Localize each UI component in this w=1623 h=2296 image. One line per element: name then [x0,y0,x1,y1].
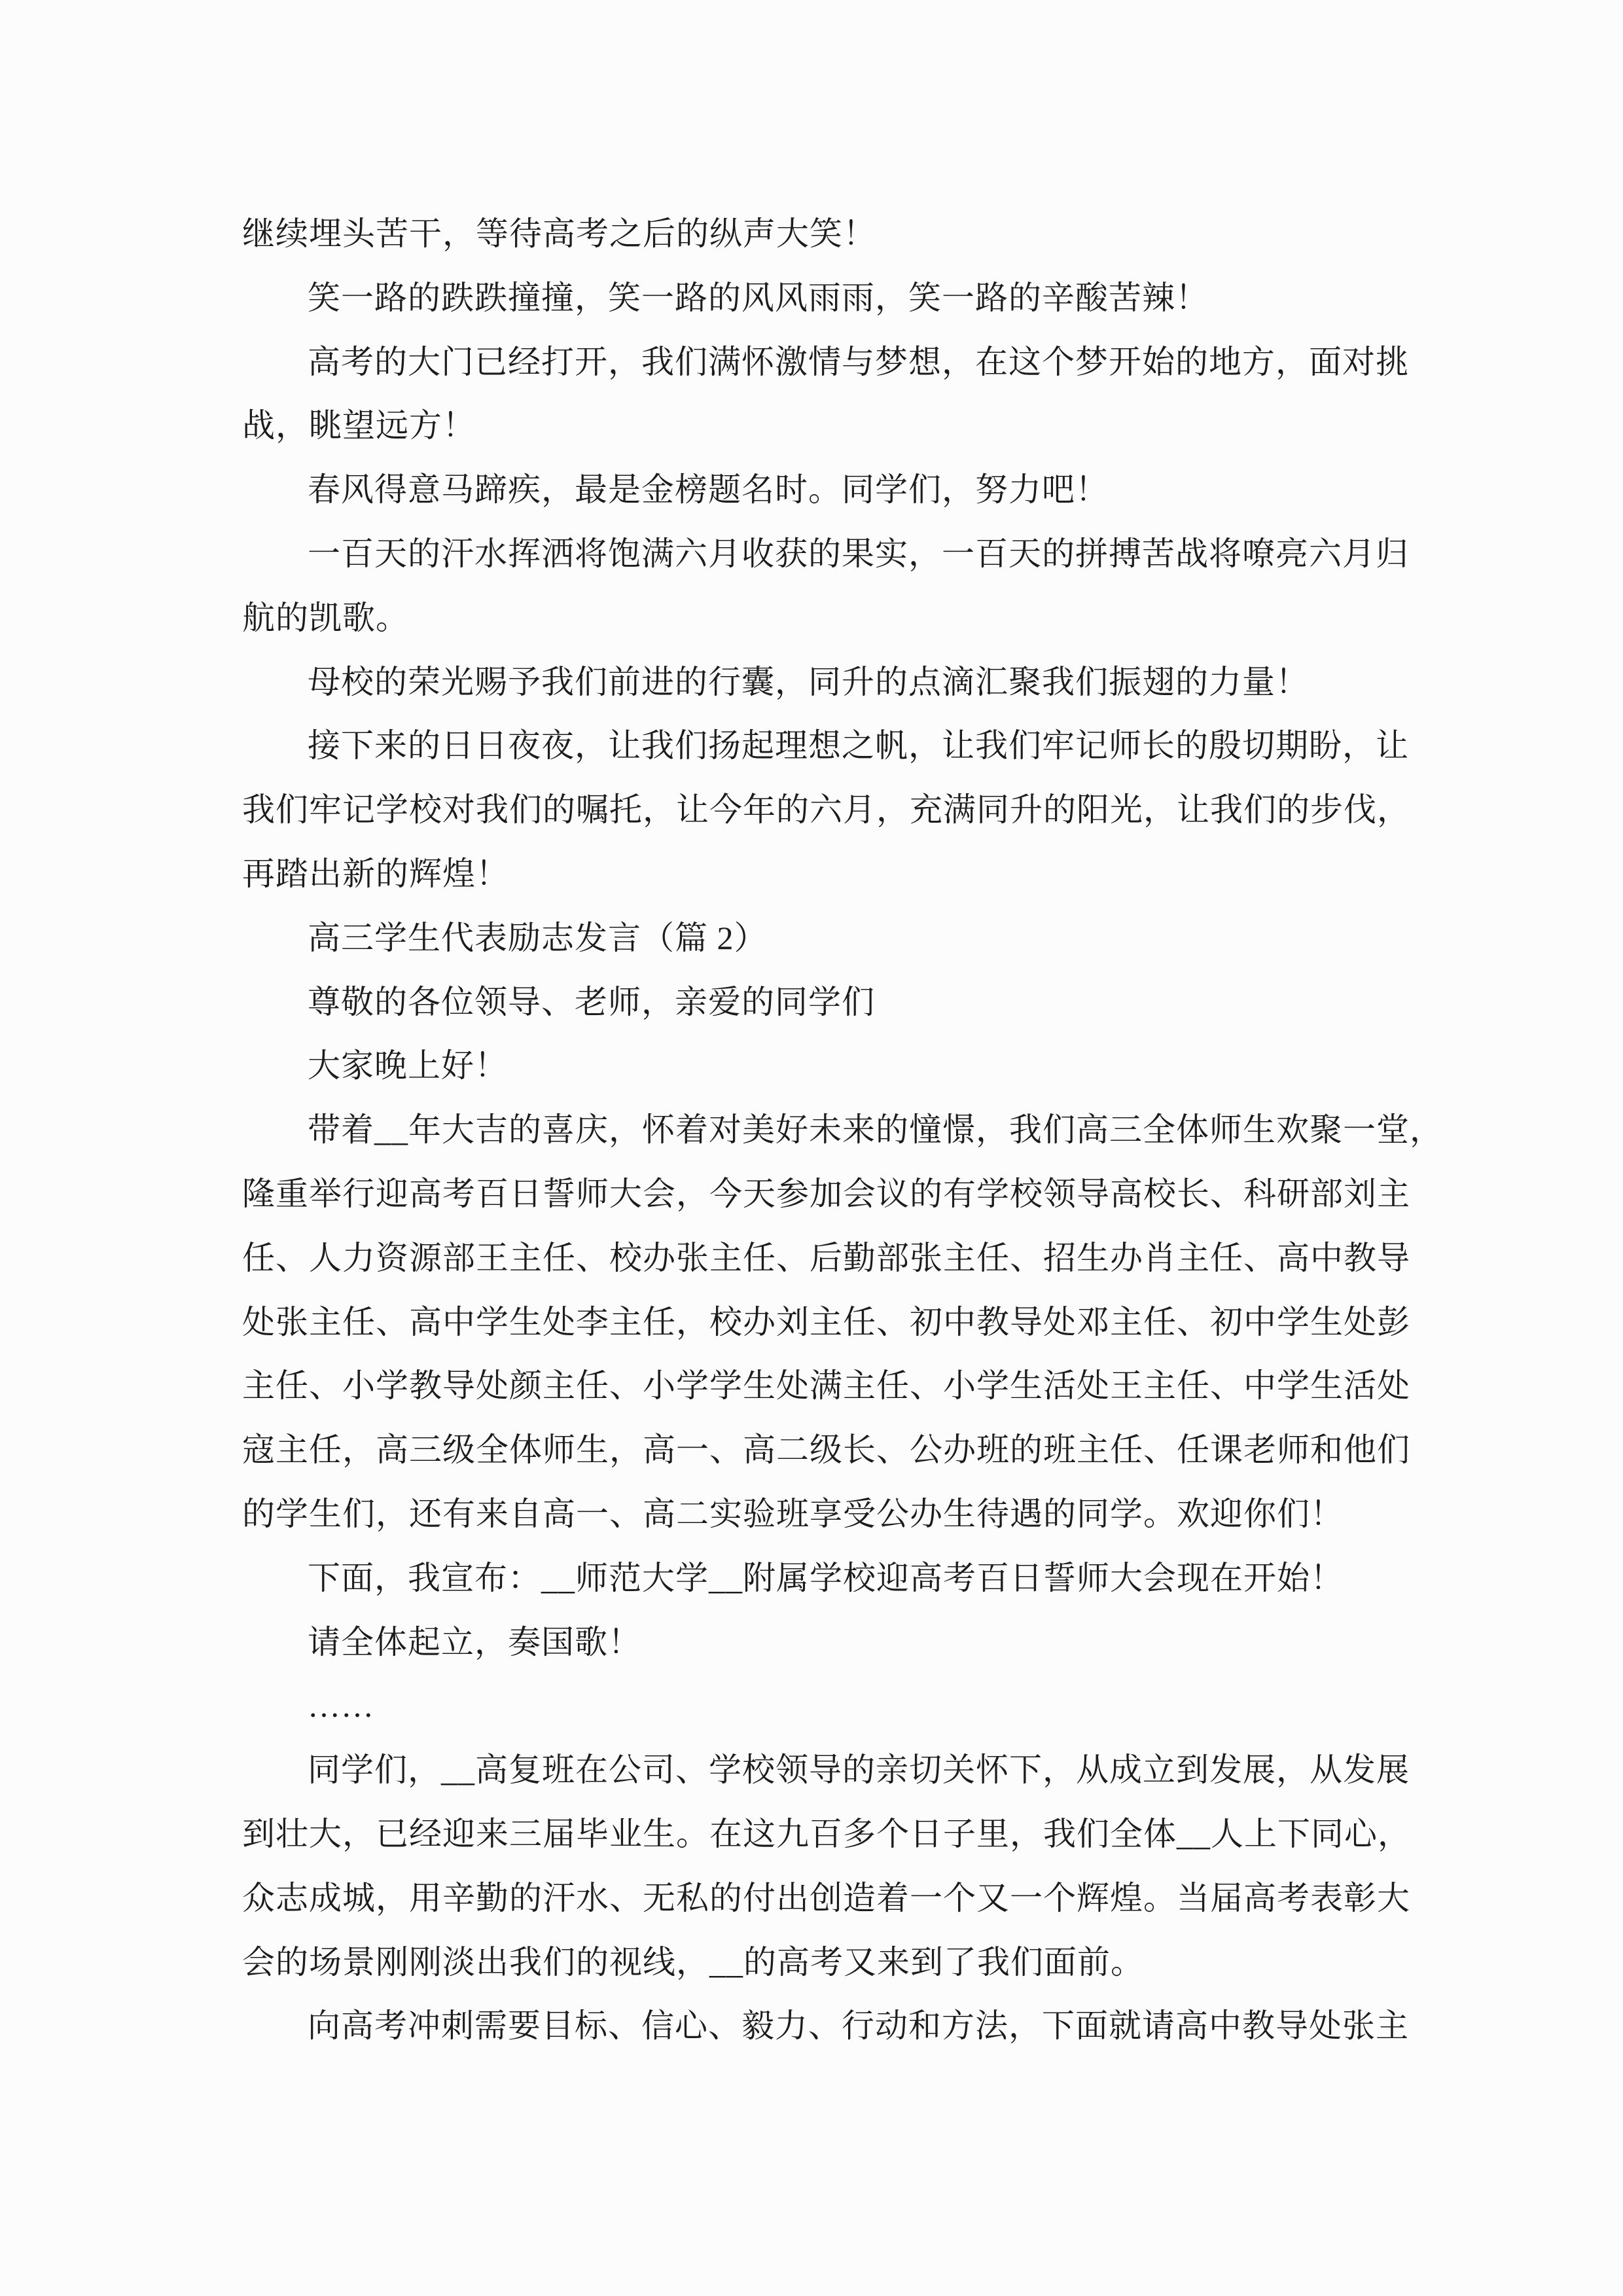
ellipsis-line: …… [308,1687,374,1725]
section-title: 高三学生代表励志发言（篇 2） [308,919,768,956]
text-line: 任、人力资源部王主任、校办张主任、后勤部张主任、招生办肖主任、高中教导 [242,1239,1410,1276]
document-text-block [242,202,1443,2058]
text-line: 寇主任，高三级全体师生，高一、高二级长、公办班的班主任、任课老师和他们 [242,1431,1410,1469]
text-line: 众志成城，用辛勤的汗水、无私的付出创造着一个又一个辉煌。当届高考表彰大 [242,1879,1410,1916]
text-line: 请全体起立，奏国歌！ [308,1623,641,1660]
text-line: 笑一路的跌跌撞撞，笑一路的风风雨雨，笑一路的辛酸苦辣！ [308,279,1209,316]
text-line: 下面，我宣布：__师范大学__附属学校迎高考百日誓师大会现在开始！ [308,1559,1344,1596]
text-line: 隆重举行迎高考百日誓师大会，今天参加会议的有学校领导高校长、科研部刘主 [242,1175,1410,1212]
text-line: 带着__年大吉的喜庆，怀着对美好未来的憧憬，我们高三全体师生欢聚一堂， [308,1111,1443,1149]
text-line: 向高考冲刺需要目标、信心、毅力、行动和方法，下面就请高中教导处张主 [308,2007,1409,2045]
text-line: 航的凯歌。 [242,599,409,636]
text-line: 尊敬的各位领导、老师，亲爱的同学们 [308,983,875,1020]
text-line: 高考的大门已经打开，我们满怀激情与梦想，在这个梦开始的地方，面对挑 [308,343,1409,380]
text-line: 到壮大，已经迎来三届毕业生。在这九百多个日子里，我们全体__人上下同心， [242,1815,1411,1852]
text-line: 接下来的日日夜夜，让我们扬起理想之帆，让我们牢记师长的殷切期盼，让 [308,727,1409,764]
text-line: 春风得意马蹄疾，最是金榜题名时。同学们，努力吧！ [308,471,1109,509]
text-line: 处张主任、高中学生处李主任，校办刘主任、初中教导处邓主任、初中学生处彭 [242,1303,1410,1340]
text-line: 再踏出新的辉煌！ [242,855,509,892]
text-line: 战，眺望远方！ [242,407,476,444]
text-line: 我们牢记学校对我们的嘱托，让今年的六月，充满同升的阳光，让我们的步伐， [242,791,1410,829]
text-line: 一百天的汗水挥洒将饱满六月收获的果实，一百天的拼搏苦战将嘹亮六月归 [308,535,1409,572]
text-line: 继续埋头苦干，等待高考之后的纵声大笑！ [242,215,876,252]
text-line: 的学生们，还有来自高一、高二实验班享受公办生待遇的同学。欢迎你们！ [242,1495,1344,1532]
text-line: 大家晚上好！ [308,1047,508,1085]
text-line: 同学们，__高复班在公司、学校领导的亲切关怀下，从成立到发展，从发展 [308,1751,1410,1789]
text-line: 主任、小学教导处颜主任、小学学生处满主任、小学生活处王主任、中学生活处 [242,1367,1410,1405]
text-line: 母校的荣光赐予我们前进的行囊，同升的点滴汇聚我们振翅的力量！ [308,663,1309,700]
text-line: 会的场景刚刚淡出我们的视线，__的高考又来到了我们面前。 [242,1943,1144,1981]
